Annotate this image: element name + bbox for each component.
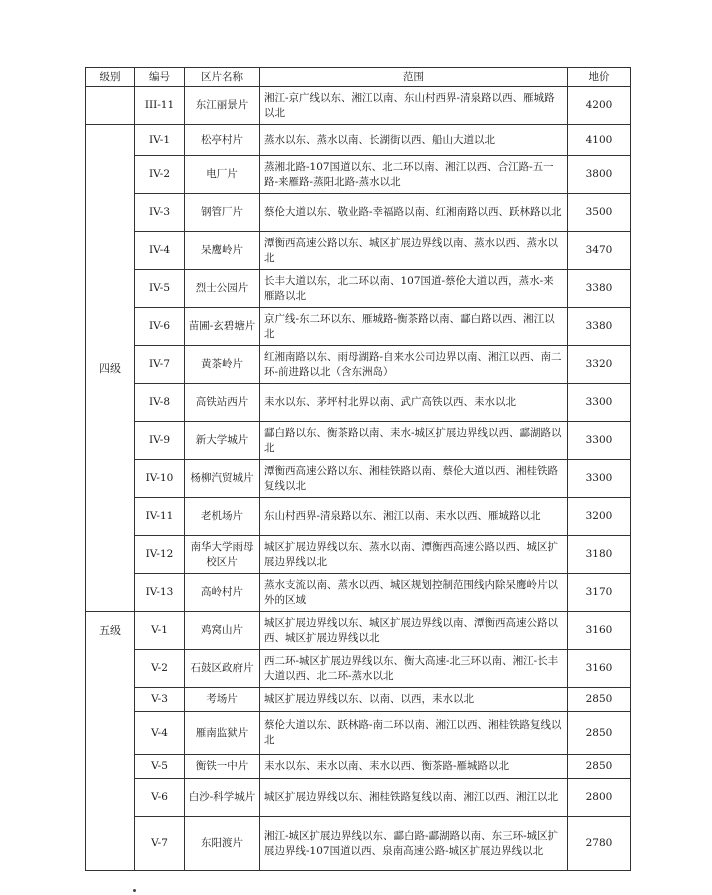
area-price: 3320 [568,346,631,384]
area-range: 蒸水以东、蒸水以南、长湖街以西、船山大道以北 [260,125,568,156]
area-code: V-1 [135,612,185,650]
area-range: 长丰大道以东，北二环以南、107国道-蔡伦大道以西，蒸水-来雁路以北 [260,270,568,308]
area-range: 湘江-京广线以东、湘江以南、东山村西界-清泉路以西、雁城路以北 [260,87,568,125]
area-code: IV-7 [135,346,185,384]
area-code: IV-5 [135,270,185,308]
area-range: 城区扩展边界线以东、湘桂铁路复线以南、湘江以西、湘江以北 [260,779,568,817]
header-level: 级别 [86,68,135,87]
table-row [86,194,631,232]
area-range: 潭衡西高速公路以东、城区扩展边界线以南、蒸水以西、蒸水以北 [260,232,568,270]
land-price-table [85,67,631,871]
area-range: 城区扩展边界线以东、以南、以西，耒水以北 [260,688,568,712]
area-name: 烈士公园片 [185,270,260,308]
area-price: 4200 [568,87,631,125]
area-code: IV-3 [135,194,185,232]
area-name: 东江丽景片 [185,87,260,125]
area-name: 石鼓区政府片 [185,650,260,688]
table-row [86,384,631,422]
area-price: 3160 [568,612,631,650]
area-range: 蔡伦大道以东、敬业路-幸福路以南、红湘南路以西、跃林路以北 [260,194,568,232]
table-row [86,536,631,574]
area-price: 2780 [568,817,631,871]
area-code: IV-13 [135,574,185,612]
area-price: 2850 [568,755,631,779]
area-name: 呆鹰岭片 [185,232,260,270]
table-row [86,270,631,308]
table-row [86,125,631,156]
area-range: 潭衡西高速公路以东、湘桂铁路以南、蔡伦大道以西、湘桂铁路复线以北 [260,460,568,498]
table-row [86,460,631,498]
table-row [86,346,631,384]
table-row [86,574,631,612]
area-price: 4100 [568,125,631,156]
table-row [86,156,631,194]
area-code: V-4 [135,712,185,755]
area-name: 鸡窝山片 [185,612,260,650]
area-code: V-3 [135,688,185,712]
area-code: IV-11 [135,498,185,536]
area-price: 3180 [568,536,631,574]
area-name: 衡铁一中片 [185,755,260,779]
area-range: 蒸水支流以南、蒸水以西、城区规划控制范围线内除呆鹰岭片以外的区域 [260,574,568,612]
area-name: 南华大学雨母校区片 [185,536,260,574]
area-code: IV-1 [135,125,185,156]
table-row [86,712,631,755]
area-code: IV-12 [135,536,185,574]
area-price: 3300 [568,460,631,498]
area-name: 杨柳汽贸城片 [185,460,260,498]
area-name: 雁南监狱片 [185,712,260,755]
area-code: IV-9 [135,422,185,460]
area-range: 耒水以东、茅坪村北界以南、武广高铁以西、耒水以北 [260,384,568,422]
area-name: 考场片 [185,688,260,712]
table-row [86,650,631,688]
area-code: V-2 [135,650,185,688]
area-code: V-6 [135,779,185,817]
header-code: 编号 [135,68,185,87]
area-price: 3170 [568,574,631,612]
area-price: 3380 [568,270,631,308]
area-name: 新大学城片 [185,422,260,460]
table-row [86,232,631,270]
table-row [86,817,631,871]
table-row [86,87,631,125]
area-name: 钢管厂片 [185,194,260,232]
table-header-row [86,68,631,87]
level-cell-5: 五级 [86,612,135,871]
area-code: IV-10 [135,460,185,498]
area-name: 高岭村片 [185,574,260,612]
area-price: 3200 [568,498,631,536]
area-price: 3380 [568,308,631,346]
area-code: IV-2 [135,156,185,194]
table-row [86,308,631,346]
area-name: 苗圃-玄碧塘片 [185,308,260,346]
area-range: 酃白路以东、衡茶路以南、耒水-城区扩展边界线以西、酃湖路以北 [260,422,568,460]
area-price: 3470 [568,232,631,270]
area-price: 2800 [568,779,631,817]
table-row [86,688,631,712]
table-row [86,498,631,536]
area-code: III-11 [135,87,185,125]
area-code: V-5 [135,755,185,779]
area-price: 2850 [568,712,631,755]
table-row [86,779,631,817]
area-name: 白沙-科学城片 [185,779,260,817]
table-row [86,422,631,460]
area-name: 高铁站西片 [185,384,260,422]
area-range: 蒸湘北路-107国道以东、北二环以南、湘江以西、合江路-五一路-来雁路-蒸阳北路-蒸水以北 [260,156,568,194]
area-name: 黄茶岭片 [185,346,260,384]
scan-dot [133,889,136,892]
area-range: 京广线-东二环以东、雁城路-衡茶路以南、酃白路以西、湘江以北 [260,308,568,346]
area-range: 蔡伦大道以东、跃林路-南二环以南、湘江以西、湘桂铁路复线以北 [260,712,568,755]
area-name: 松亭村片 [185,125,260,156]
area-price: 3300 [568,384,631,422]
area-range: 耒水以东、耒水以南、耒水以西、衡茶路-雁城路以北 [260,755,568,779]
area-range: 西二环-城区扩展边界线以东、衡大高速-北三环以南、湘江-长丰大道以西、北二环-蒸水以北 [260,650,568,688]
area-range: 湘江-城区扩展边界线以东、酃白路-酃湖路以南、东三环-城区扩展边界线-107国道以西、泉南高速公路-城区扩展边界线以北 [260,817,568,871]
header-range: 范围 [260,68,568,87]
level-cell-4: 四级 [86,125,135,612]
area-price: 3300 [568,422,631,460]
area-range: 城区扩展边界线以东、城区扩展边界线以南、潭衡西高速公路以西、城区扩展边界线以北 [260,612,568,650]
area-price: 3160 [568,650,631,688]
level-cell-3 [86,87,135,125]
area-range: 红湘南路以东、雨母湖路-自来水公司边界以南、湘江以西、南二环-前进路以北（含东洲岛） [260,346,568,384]
area-code: IV-6 [135,308,185,346]
area-code: IV-8 [135,384,185,422]
area-name: 老机场片 [185,498,260,536]
area-name: 东阳渡片 [185,817,260,871]
area-range: 东山村西界-清泉路以东、湘江以南、耒水以西、雁城路以北 [260,498,568,536]
table-row [86,612,631,650]
header-area-name: 区片名称 [185,68,260,87]
area-range: 城区扩展边界线以东、蒸水以南、潭衡西高速公路以西、城区扩展边界线以北 [260,536,568,574]
area-price: 2850 [568,688,631,712]
header-price: 地价 [568,68,631,87]
area-price: 3800 [568,156,631,194]
area-code: V-7 [135,817,185,871]
area-name: 电厂片 [185,156,260,194]
area-price: 3500 [568,194,631,232]
table-row [86,755,631,779]
area-code: IV-4 [135,232,185,270]
